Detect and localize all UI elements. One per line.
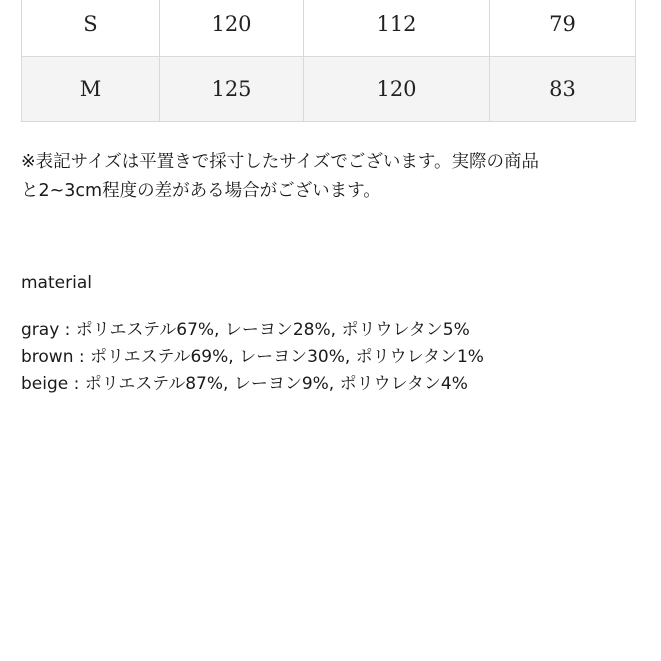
table-cell: 120 <box>304 57 490 122</box>
size-note-line: ※表記サイズは平置きで採寸したサイズでございます。実際の商品 <box>21 152 539 172</box>
table-cell: 79 <box>490 0 636 57</box>
size-note-line: と2~3cm程度の差がある場合がございます。 <box>21 181 381 201</box>
table-cell: 125 <box>160 57 304 122</box>
table-cell: 120 <box>160 0 304 57</box>
material-heading: material <box>21 273 92 293</box>
table-cell: 112 <box>304 0 490 57</box>
material-item-beige: beige : ポリエステル87%, レーヨン9%, ポリウレタン4% <box>21 374 468 394</box>
size-label-cell: M <box>22 57 160 122</box>
size-label-cell: S <box>22 0 160 57</box>
table-row <box>22 0 636 57</box>
material-item-brown: brown : ポリエステル69%, レーヨン30%, ポリウレタン1% <box>21 347 484 367</box>
table-cell: 83 <box>490 57 636 122</box>
size-note <box>21 148 646 206</box>
table-row <box>22 57 636 122</box>
size-table <box>21 0 636 122</box>
material-item-gray: gray : ポリエステル67%, レーヨン28%, ポリウレタン5% <box>21 320 470 340</box>
material-list <box>21 317 484 398</box>
